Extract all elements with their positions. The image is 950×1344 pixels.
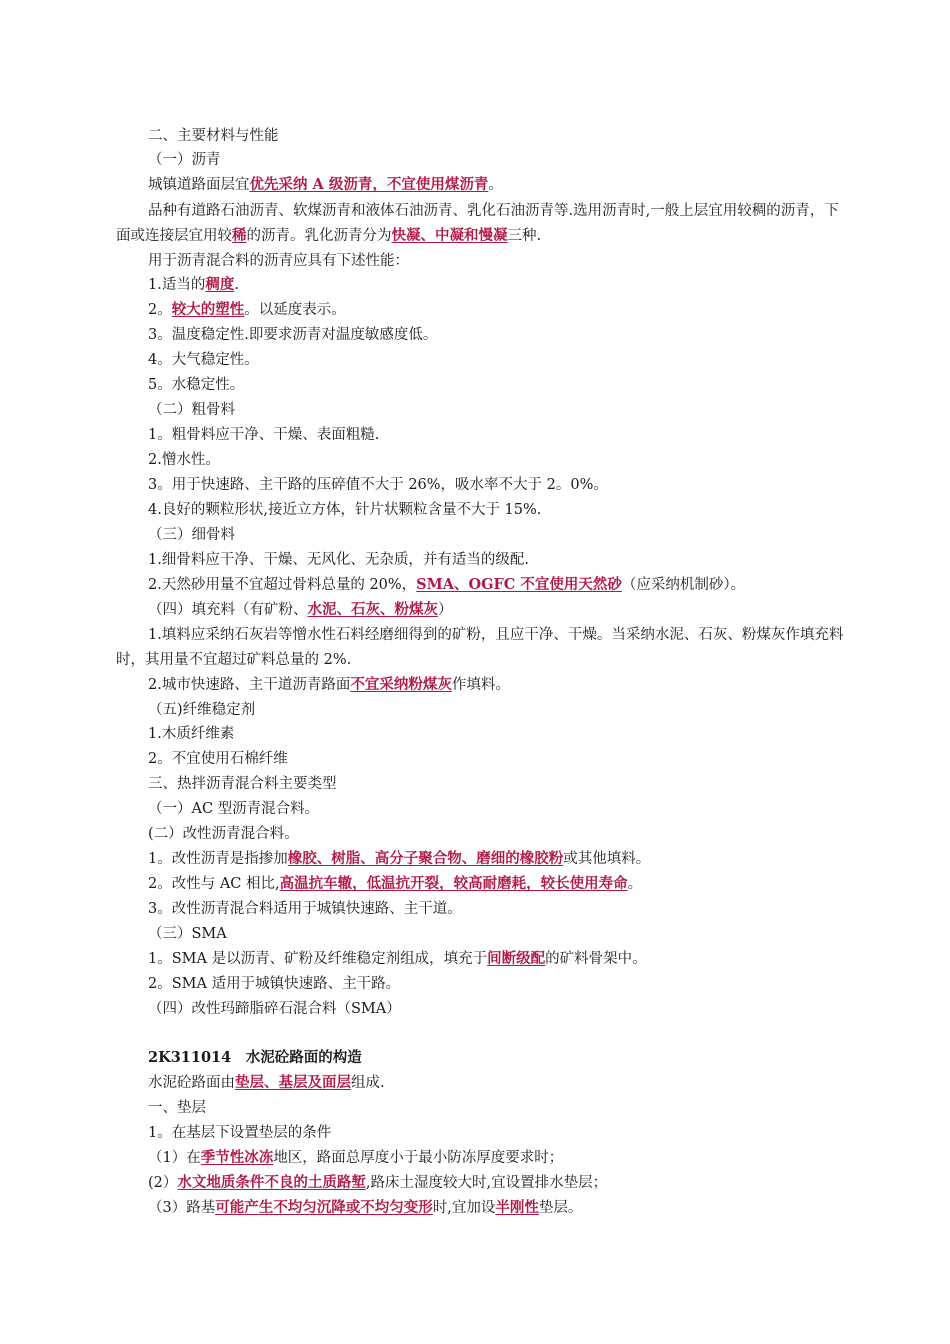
- subsection-heading: （三）细骨料: [148, 527, 235, 543]
- list-item: 2。改性与 AC 相比,高温抗车辙，低温抗开裂，较高耐磨耗，较长使用寿命。: [148, 875, 643, 892]
- list-item: 3。用于快速路、主干路的压碎值不大于 26%，吸水率不大于 2。0%。: [148, 477, 608, 493]
- section-heading: 二、主要材料与性能: [148, 128, 279, 144]
- subsection-heading: （一）沥青: [148, 152, 221, 168]
- text-line: 用于沥青混合料的沥青应具有下述性能：: [148, 253, 409, 269]
- list-item: 1.适当的稠度.: [148, 276, 239, 293]
- subsection-heading: （三）SMA: [148, 926, 227, 942]
- highlight: 水泥、石灰、粉煤灰: [307, 601, 438, 618]
- list-item: 1.细骨料应干净、干燥、无风化、无杂质，并有适当的级配.: [148, 552, 529, 568]
- list-item: 3。改性沥青混合料适用于城镇快速路、主干道。: [148, 901, 462, 917]
- list-item: 1。粗骨料应干净、干燥、表面粗糙.: [148, 427, 380, 443]
- list-item: 4.良好的颗粒形状,接近立方体，针片状颗粒含量不大于 15%.: [148, 502, 542, 518]
- chapter-heading: 2K311014 水泥砼路面的构造: [148, 1049, 362, 1066]
- list-item: 4。大气稳定性。: [148, 352, 259, 368]
- list-item: 1。在基层下设置垫层的条件: [148, 1125, 332, 1141]
- highlight: 可能产生不均匀沉降或不均匀变形: [215, 1199, 433, 1216]
- paragraph: 1.填料应采纳石灰岩等憎水性石料经磨细得到的矿粉，且应干净、干燥。当采纳水泥、石灰、粉煤灰作填充料时，其用量不宜超过矿料总量的 2%.: [116, 627, 844, 668]
- highlight: 季节性冰冻: [200, 1149, 274, 1166]
- text-line: 水泥砼路面由垫层、基层及面层组成.: [148, 1074, 385, 1091]
- subsection-heading: （一）AC 型沥青混合料。: [148, 801, 320, 817]
- section-heading: 三、热拌沥青混合料主要类型: [148, 776, 337, 792]
- highlight: 水文地质条件不良的土质路堑: [177, 1174, 366, 1191]
- highlight: 稠度: [205, 276, 235, 293]
- list-item: 2。较大的塑性。以延度表示。: [148, 301, 346, 318]
- list-item: 1。SMA 是以沥青、矿粉及纤维稳定剂组成，填充于间断级配的矿料骨架中。: [148, 950, 647, 967]
- highlight: 间断级配: [487, 950, 546, 967]
- highlight: 高温抗车辙，低温抗开裂，较高耐磨耗，较长使用寿命: [279, 875, 628, 892]
- list-item: 5。水稳定性。: [148, 377, 245, 393]
- highlight: 半刚性: [495, 1199, 539, 1216]
- subsection-heading: （二）粗骨料: [148, 402, 235, 418]
- highlight: 较大的塑性: [171, 301, 245, 318]
- list-item: （3）路基可能产生不均匀沉降或不均匀变形时,宜加设半刚性垫层。: [148, 1199, 583, 1216]
- subsection-heading: （五)纤维稳定剂: [148, 702, 256, 718]
- list-item: 2.城市快速路、主干道沥青路面不宜采纳粉煤灰作填料。: [148, 676, 510, 693]
- subsection-heading: （四）改性玛蹄脂碎石混合料（SMA）: [148, 1001, 401, 1017]
- list-item: 2。SMA 适用于城镇快速路、主干路。: [148, 976, 401, 992]
- section-heading: 一、垫层: [148, 1100, 206, 1116]
- list-item: 2.憎水性。: [148, 452, 220, 468]
- paragraph: 品种有道路石油沥青、软煤沥青和液体石油沥青、乳化石油沥青等.选用沥青时,一般上层宜用较稠的沥青，下面或连接层宜用较稀的沥青。乳化沥青分为快凝、中凝和慢凝三种.: [116, 203, 839, 244]
- highlight: 不宜采纳粉煤灰: [350, 676, 452, 693]
- list-item: 2。不宜使用石棉纤维: [148, 751, 288, 767]
- list-item: 2.天然砂用量不宜超过骨料总量的 20%，SMA、OGFC 不宜使用天然砂（应采纳机制砂）。: [148, 576, 746, 593]
- list-item: （1）在季节性冰冻地区，路面总厚度小于最小防冻厚度要求时；: [148, 1149, 564, 1166]
- highlight: SMA、OGFC 不宜使用天然砂: [416, 576, 622, 593]
- highlight: 优先采纳 A 级沥青，不宜使用煤沥青: [249, 176, 489, 193]
- highlight: 垫层、基层及面层: [235, 1074, 351, 1091]
- list-item: 1.木质纤维素: [148, 726, 235, 742]
- highlight: 快凝、中凝和慢凝: [391, 226, 508, 244]
- text-line: 城镇道路面层宜优先采纳 A 级沥青，不宜使用煤沥青。: [148, 176, 503, 193]
- highlight: 橡胶、树脂、高分子聚合物、磨细的橡胶粉: [287, 850, 564, 867]
- list-item: (2）水文地质条件不良的土质路堑,路床土湿度较大时,宜设置排水垫层；: [148, 1174, 608, 1191]
- subsection-heading: (二）改性沥青混合料。: [148, 826, 299, 842]
- subsection-heading: （四）填充料（有矿粉、水泥、石灰、粉煤灰）: [148, 601, 453, 618]
- list-item: 3。温度稳定性.即要求沥青对温度敏感度低。: [148, 327, 438, 343]
- highlight: 稀: [232, 226, 247, 244]
- list-item: 1。改性沥青是指掺加橡胶、树脂、高分子聚合物、磨细的橡胶粉或其他填料。: [148, 850, 651, 867]
